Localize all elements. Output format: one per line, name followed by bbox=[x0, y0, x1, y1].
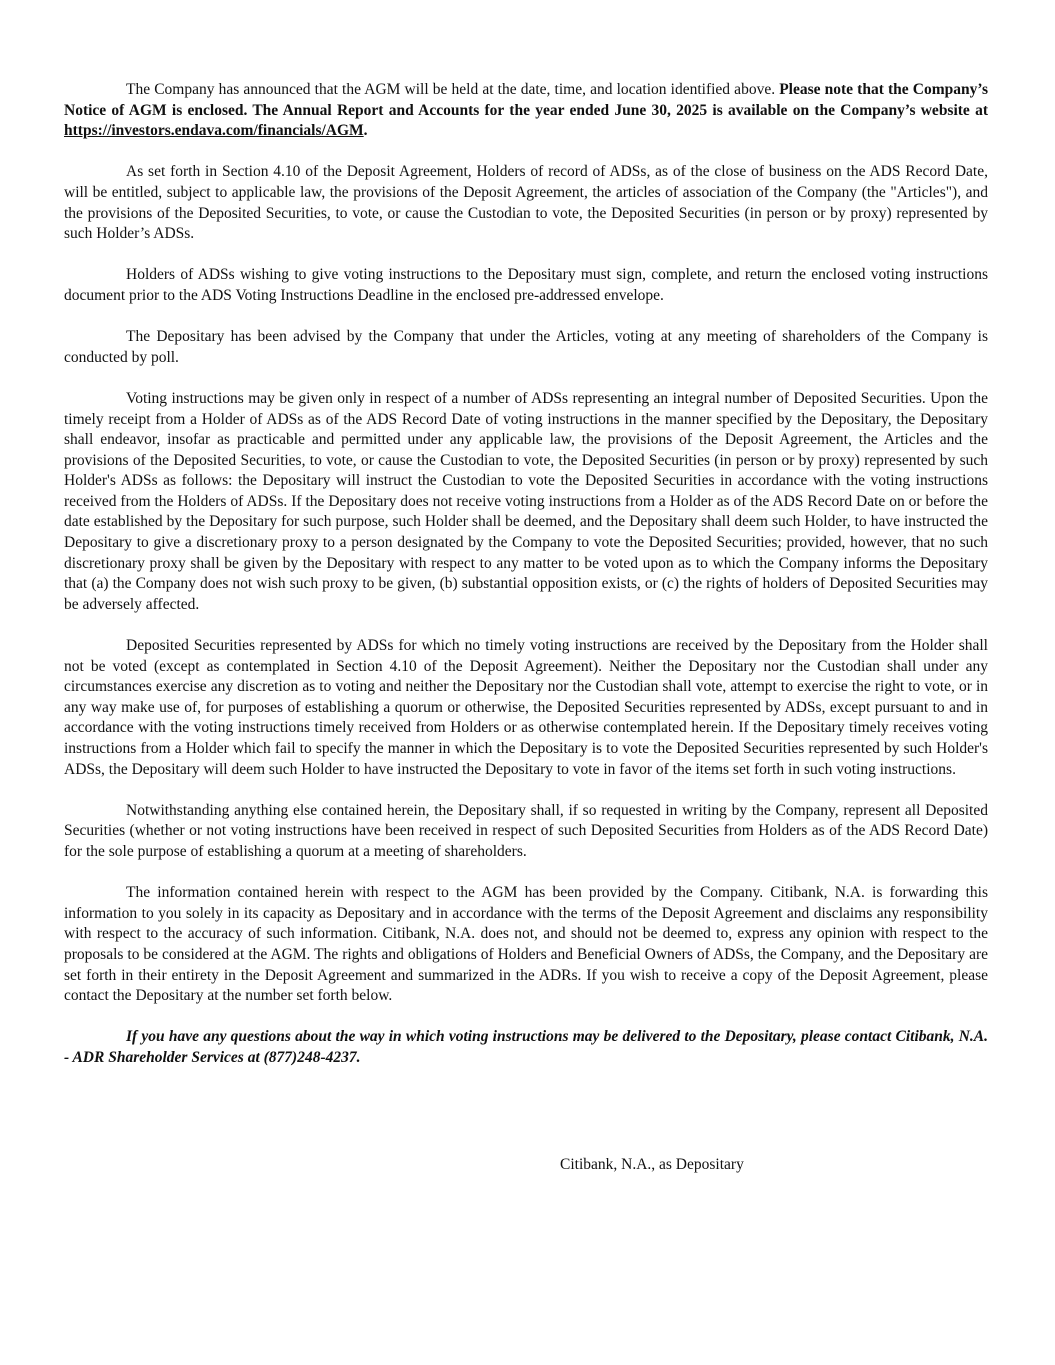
paragraph-voting-entitlement: As set forth in Section 4.10 of the Deposit Agreement, Holders of record of ADSs, as of the close of business on the ADS Record Date, will be entitled, subject to applicable law, the provisions of the Deposit Agreement, the articles of association of the Company (the "Articles"), and the provisions of the Deposited Securities, to vote, or cause the Custodian to vote, the Deposited Securities (in person or by proxy) represented by such Holder’s ADSs. bbox=[64, 163, 988, 243]
paragraph-voting-procedure: Voting instructions may be given only in respect of a number of ADSs representing an integral number of Deposited Securities. Upon the timely receipt from a Holder of ADSs as of the ADS Record Date of voting instructions in the manner specified by the Depositary, the Depositary shall endeavor, insofar as practicable and permitted under any applicable law, the provisions of the Deposit Agreement, the Articles and the provisions of the Deposited Securities, to vote, or cause the Custodian to vote, the Deposited Securities (in person or by proxy) represented by such Holder's ADSs as follows: the Depositary will instruct the Custodian to vote the Deposited Securities in accordance with the voting instructions received from the Holders of ADSs. If the Depositary does not receive voting instructions from a Holder as of the ADS Record Date on or before the date established by the Depositary for such purpose, such Holder shall be deemed, and the Depositary shall deem such Holder, to have instructed the Depositary to give a discretionary proxy to a person designated by the Company to vote the Deposited Securities; provided, however, that no such discretionary proxy shall be given by the Depositary with respect to any matter to be voted upon as to which the Company informs the Depositary that (a) the Company does not wish such proxy to be given, (b) substantial opposition exists, or (c) the rights of holders of Deposited Securities may be adversely affected. bbox=[64, 389, 988, 613]
document-body bbox=[64, 80, 988, 1089]
agm-financials-link[interactable]: https://investors.endava.com/financials/AGM bbox=[64, 122, 364, 140]
paragraph-voting-instructions-return: Holders of ADSs wishing to give voting instructions to the Depositary must sign, complete, and return the enclosed voting instructions document prior to the ADS Voting Instructions Deadline in the enclosed pre-addressed envelope. bbox=[64, 266, 988, 304]
agm-announcement-period: . bbox=[363, 122, 368, 140]
depositary-signature: Citibank, N.A., as Depositary bbox=[560, 1156, 744, 1173]
paragraph-contact-info: If you have any questions about the way in which voting instructions may be delivered to the Depositary, please contact Citibank, N.A. - ADR Shareholder Services at (877)248-4237. bbox=[64, 1028, 988, 1066]
paragraph-disclaimer: The information contained herein with respect to the AGM has been provided by the Company. Citibank, N.A. is forwarding this information to you solely in its capacity as Depositary and in accordance with the terms of the Deposit Agreement and disclaims any responsibility with respect to the accuracy of such information. Citibank, N.A. does not, and should not be deemed to, express any opinion with respect to the proposals to be considered at the AGM. The rights and obligations of Holders and Beneficial Owners of ADSs, the Company, and the Depositary are set forth in their entirety in the Deposit Agreement and summarized in the ADRs. If you wish to receive a copy of the Deposit Agreement, please contact the Depositary at the number set forth below. bbox=[64, 884, 988, 1005]
paragraph-agm-announcement bbox=[64, 80, 988, 142]
paragraph-poll-voting: The Depositary has been advised by the Company that under the Articles, voting at any meeting of shareholders of the Company is conducted by poll. bbox=[64, 328, 988, 366]
paragraph-no-instructions: Deposited Securities represented by ADSs for which no timely voting instructions are received by the Depositary from the Holder shall not be voted (except as contemplated in Section 4.10 of the Deposit Agreement). Neither the Depositary nor the Custodian shall under any circumstances exercise any discretion as to voting and neither the Depositary nor the Custodian shall vote, attempt to exercise the right to vote, or in any way make use of, for purposes of establishing a quorum or otherwise, the Deposited Securities represented by ADSs, except pursuant to and in accordance with the voting instructions timely received from Holders or as otherwise contemplated herein. If the Depositary timely receives voting instructions from a Holder which fail to specify the manner in which the Depositary is to vote the Deposited Securities represented by such Holder's ADSs, the Depositary will deem such Holder to have instructed the Depositary to vote in favor of the items set forth in such voting instructions. bbox=[64, 637, 988, 778]
paragraph-quorum: Notwithstanding anything else contained herein, the Depositary shall, if so requested in writing by the Company, represent all Deposited Securities (whether or not voting instructions have been received in respect of such Deposited Securities from Holders as of the ADS Record Date) for the sole purpose of establishing a quorum at a meeting of shareholders. bbox=[64, 801, 988, 860]
agm-announcement-text: The Company has announced that the AGM will be held at the date, time, and location identified above. bbox=[126, 81, 780, 98]
agm-notice-bold-text: Please note that the Company’s Notice of AGM is enclosed. The Annual Report and Accounts for the year ended June 30, 2025 is available on the Company’s website at bbox=[64, 81, 989, 119]
